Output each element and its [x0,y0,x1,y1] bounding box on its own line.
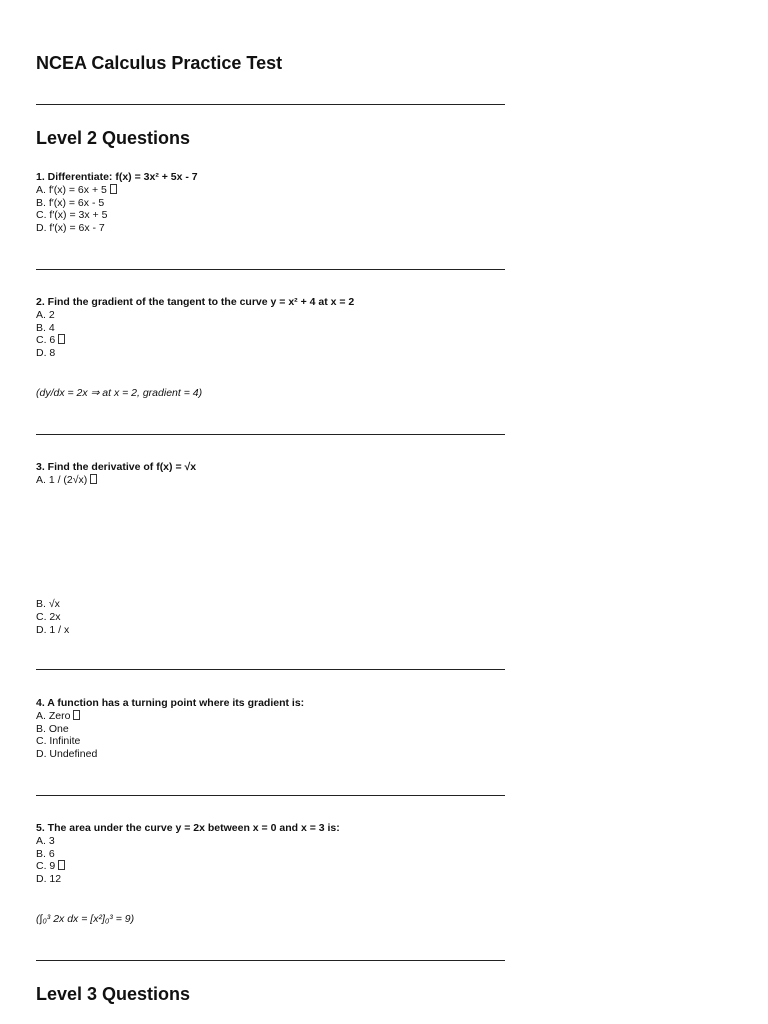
option-c: C. 2x [36,610,61,623]
option-d: D. 1 / x [36,623,70,636]
question-prompt: 5. The area under the curve y = 2x between x = 0 and x = 3 is: [36,822,340,834]
divider [36,669,505,670]
section-heading-level-2: Level 2 Questions [36,128,191,148]
question-prompt: 3. Find the derivative of f(x) = √x [36,461,197,473]
option-a: A. 3 [36,834,55,847]
question-3-part-2 [36,598,69,636]
option-c [36,860,340,873]
correct-answer-marker-icon [58,860,65,870]
question-5 [36,822,340,886]
question-5-explanation: (∫₀³ 2x dx = [x²]₀³ = 9) [36,913,135,925]
option-text: C. 9 [36,860,56,873]
question-1 [36,171,198,235]
option-text: A. f′(x) = 6x + 5 [36,183,107,196]
question-prompt: 2. Find the gradient of the tangent to the curve y = x² + 4 at x = 2 [36,296,355,308]
option-a [36,474,196,487]
correct-answer-marker-icon [73,710,80,720]
option-c: C. f′(x) = 3x + 5 [36,209,108,222]
option-text: A. 1 / (2√x) [36,473,88,486]
section-heading-level-3: Level 3 Questions [36,984,191,1004]
option-d: D. f′(x) = 6x - 7 [36,222,105,235]
divider [36,960,505,961]
question-2 [36,296,354,360]
option-a [36,710,304,723]
question-4 [36,697,304,761]
option-text: C. 6 [36,334,56,347]
question-prompt: 4. A function has a turning point where its gradient is: [36,697,305,709]
option-b: B. One [36,722,69,735]
option-d: D. Undefined [36,748,98,761]
divider [36,795,505,796]
correct-answer-marker-icon [110,184,117,194]
correct-answer-marker-icon [90,474,97,484]
option-d: D. 12 [36,873,62,886]
option-a: A. 2 [36,308,55,321]
option-c [36,334,354,347]
divider [36,104,505,105]
correct-answer-marker-icon [58,334,65,344]
question-3-part-1 [36,461,196,487]
document-title: NCEA Calculus Practice Test [36,53,283,73]
divider [36,269,505,270]
option-d: D. 8 [36,347,56,360]
question-prompt: 1. Differentiate: f(x) = 3x² + 5x - 7 [36,171,198,183]
divider [36,434,505,435]
option-text: A. Zero [36,709,71,722]
option-b: B. 4 [36,321,55,334]
option-b: B. √x [36,598,60,610]
option-a [36,184,198,197]
option-b: B. 6 [36,847,55,860]
question-2-explanation: (dy/dx = 2x ⇒ at x = 2, gradient = 4) [36,387,203,399]
option-c: C. Infinite [36,735,81,748]
option-b: B. f′(x) = 6x - 5 [36,196,105,209]
